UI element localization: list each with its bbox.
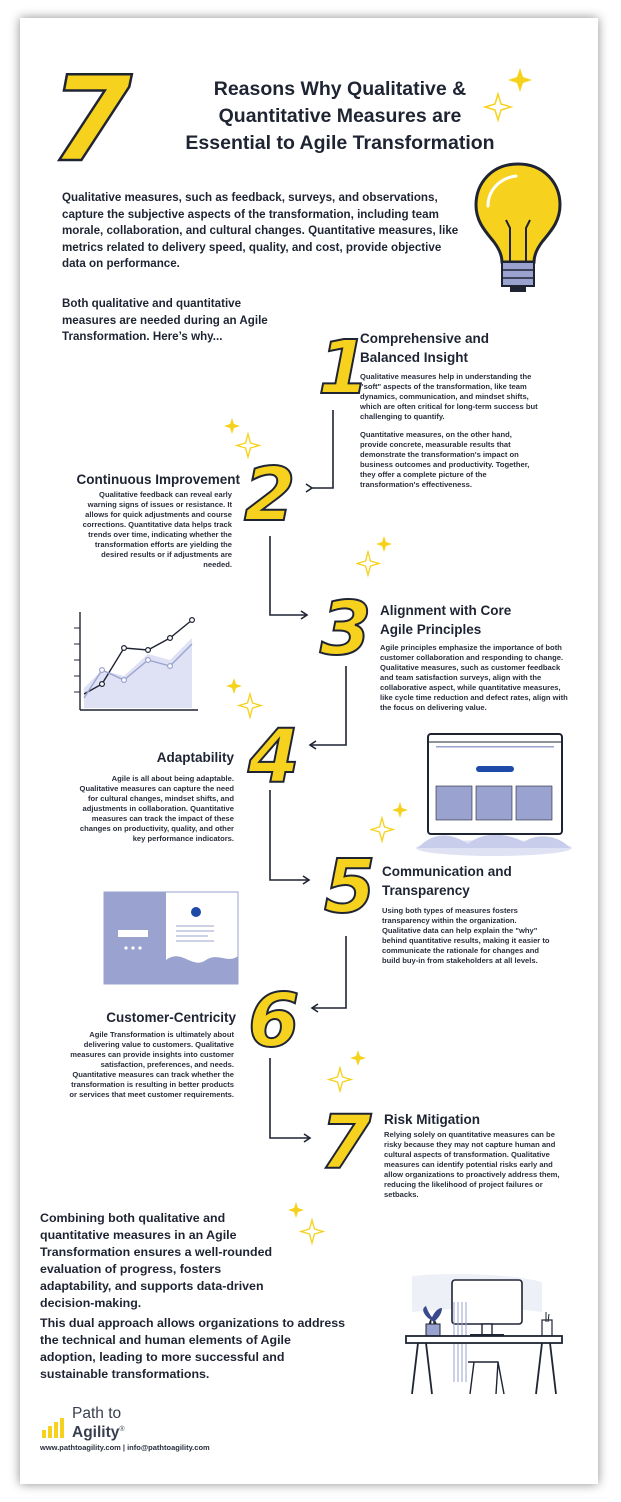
reason-3-title xyxy=(380,601,580,639)
title-line-2: Quantitative Measures are xyxy=(218,105,462,127)
reason-5-title-line-2: Transparency xyxy=(382,883,470,898)
reason-4-title: Adaptability xyxy=(156,750,234,765)
reason-1-body-paragraph-2: Quantitative measures, on the other hand, provide concrete, measurable results that demonstrate the transformation's impact on business outcomes and productivity. Together, they offer a complete picture of the transformation's effectiveness. xyxy=(360,430,530,489)
reason-3-body: Agile principles emphasize the importance of both customer collaboration and responding to change. Qualitative measures, such as customer feedback and team satisfaction surveys, align with the collaborative aspect, while quantitative measures, like cycle time reduction and defect rates, align with the focus on delivering value. xyxy=(380,643,568,712)
conclusion-paragraph: Combining both qualitative and quantitative measures in an Agile Transformation ensures a well-rounded evaluation of progress, fosters adaptability, and supports data-driven decision-making. xyxy=(40,1211,273,1310)
reason-4-number: 4 xyxy=(248,714,300,800)
reason-3-title-line-1: Alignment with Core xyxy=(380,603,512,618)
reason-1-number: 1 xyxy=(318,325,370,411)
reason-7-body: Relying solely on quantitative measures can be risky because they may not capture human and cultural aspects of transformation. Qualitative measures can identify potential risks early and allow organizations to proactively address them, reducing the likelihood of project failures or setbacks. xyxy=(384,1130,560,1199)
reason-3-number: 3 xyxy=(320,586,372,672)
header-big-seven: 7 xyxy=(50,50,133,188)
reason-6-body: Agile Transformation is ultimately about delivering value to customers. Qualitative measures can provide insights into customer satisfaction, preferences, and needs. Quantitative measures can track whether the transformation is resulting in better products or services that meet customer requirements. xyxy=(69,1030,234,1099)
reason-7-title: Risk Mitigation xyxy=(384,1112,481,1127)
reason-2-title: Continuous Improvement xyxy=(76,472,240,487)
line-chart-illustration xyxy=(70,608,200,718)
reason-1-title-line-2: Balanced Insight xyxy=(360,350,469,365)
reason-3-title-line-2: Agile Principles xyxy=(380,622,482,637)
reason-6-number: 6 xyxy=(248,978,300,1064)
desk-workstation-illustration xyxy=(392,1272,568,1396)
reason-7-number: 7 xyxy=(320,1100,372,1186)
website-mockup-illustration xyxy=(414,730,574,858)
title-line-1: Reasons Why Qualitative & xyxy=(213,78,467,100)
reason-5-title xyxy=(382,862,582,900)
registered-mark: ® xyxy=(119,1426,125,1433)
infographic-sheet xyxy=(20,18,598,1484)
reason-6-title: Customer-Centricity xyxy=(106,1010,236,1025)
sparkle-icon xyxy=(326,1048,370,1096)
intro-paragraph: Qualitative measures, such as feedback, surveys, and observations, capture the subjective aspects of the transformation, including team morale, collaboration, and cultural changes. Quantitative measures, like metrics related to delivery speed, quality, and cost, provide objective data on performance. xyxy=(62,191,459,270)
sparkle-icon xyxy=(370,800,410,846)
reason-5-body: Using both types of measures fosters transparency within the organization. Qualitative data can help explain the "why" behind quantitative results, making it easier to communicate the rationale for changes and build buy-in from stakeholders at all levels. xyxy=(382,906,550,965)
intro-paragraph-2: Both qualitative and quantitative measures are needed during an Agile Transformation. Here’s why... xyxy=(62,297,268,343)
sparkle-icon xyxy=(282,1200,326,1250)
brand-logo xyxy=(72,1406,125,1441)
bar-chart-logo-icon xyxy=(42,1418,68,1438)
conclusion-paragraph-2: This dual approach allows organizations to address the technical and human elements of Agile adoption, leading to more successful and sustainable transformations. xyxy=(40,1316,346,1381)
title-line-3: Essential to Agile Transformation xyxy=(185,132,495,154)
reason-5-number: 5 xyxy=(324,844,376,930)
reason-5-title-line-1: Communication and xyxy=(382,864,512,879)
webpage-card-illustration xyxy=(102,890,242,986)
reason-1-title-line-1: Comprehensive and xyxy=(360,331,490,346)
reason-2-body: Qualitative feedback can reveal early warning signs of issues or resistance. It allows for quick adjustments and course corrections. Quantitative data helps track trends over time, indicating whether the transformation efforts are yielding the desired results or if adjustments are needed. xyxy=(82,490,232,569)
reason-1-title xyxy=(360,329,560,367)
reason-4-body: Agile is all about being adaptable. Qualitative measures can capture the need for cultural changes, mindset shifts, and adjustments in collaboration. Quantitative measures can track the impact of these changes on productivity, quality, and other key performance indicators. xyxy=(79,774,234,843)
reason-1-body xyxy=(360,372,538,498)
sparkle-icon xyxy=(356,534,396,580)
reason-1-body-paragraph-1: Qualitative measures help in understanding the "soft" aspects of the transformation, like team dynamics, communication, and mindset shifts, which are often critical for long-term success but challenging to quantify. xyxy=(360,372,538,421)
reason-2-number: 2 xyxy=(244,452,296,538)
footer-contact: www.pathtoagility.com | info@pathtoagility.com xyxy=(40,1443,210,1452)
logo-line-2: Agility xyxy=(72,1424,120,1442)
logo-line-1: Path to xyxy=(72,1405,122,1422)
